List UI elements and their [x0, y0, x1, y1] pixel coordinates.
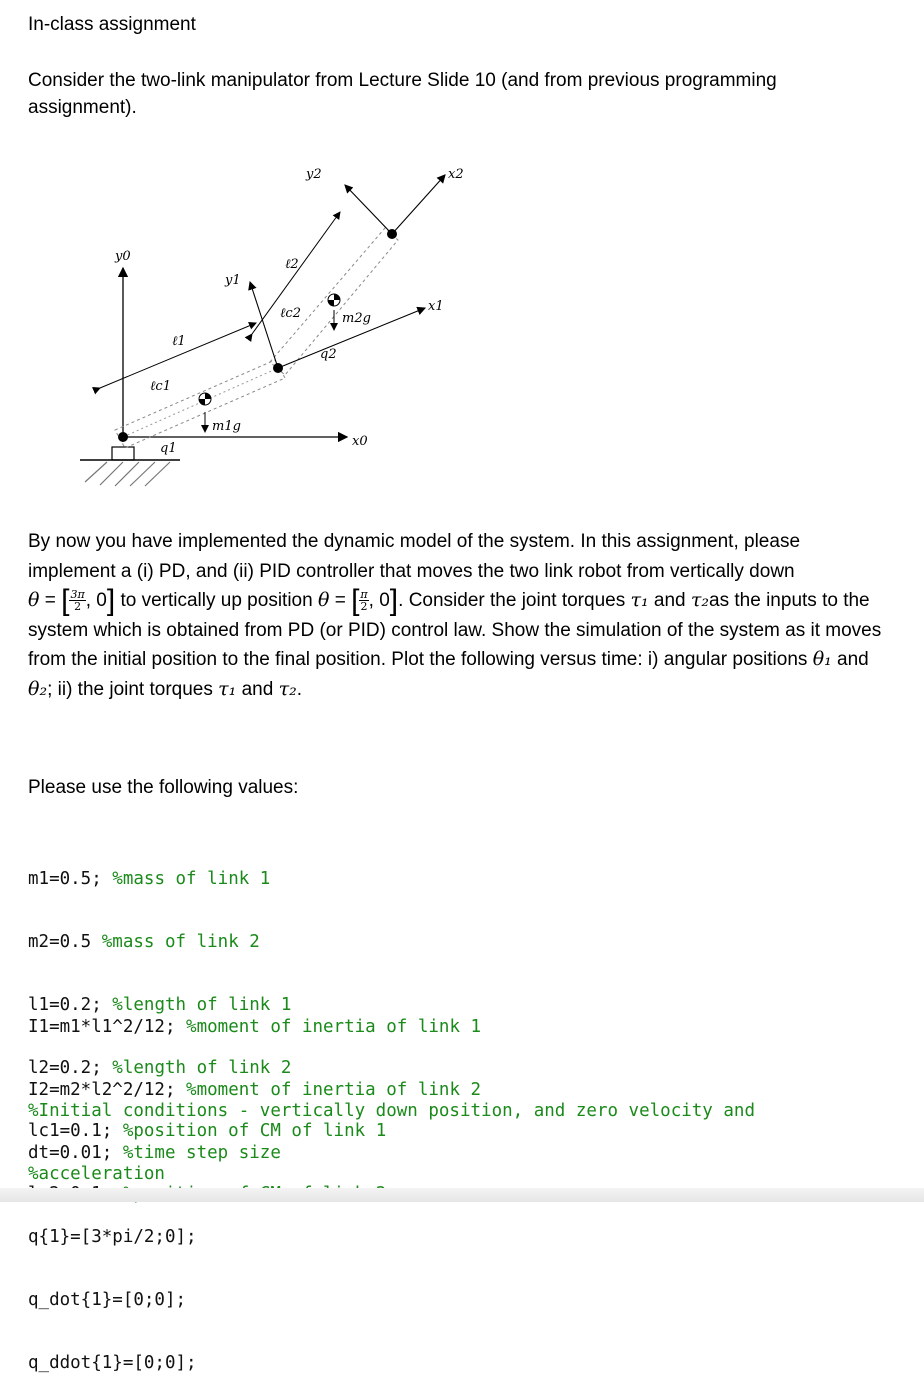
code-block-3: [28, 1059, 755, 1395]
theta-symbol-2: θ: [317, 589, 330, 611]
bottom-bar: [0, 1188, 924, 1202]
fraction-pi-2: $\frac{\pi}{2}$: [360, 588, 368, 614]
equals-sign: =: [44, 590, 56, 611]
label-m2g: m2g: [342, 311, 371, 326]
label-x2: x2: [448, 167, 464, 182]
two-link-manipulator-diagram: [70, 150, 510, 500]
label-q2: q2: [320, 347, 337, 362]
label-lc2: ℓc2: [280, 306, 301, 321]
code-line: lc1=0.1; %position of CM of link 1: [28, 1121, 387, 1141]
code-line: I2=m2*l2^2/12; %moment of inertia of link 2: [28, 1080, 482, 1100]
y2-axis: [345, 185, 392, 234]
and-1: and: [648, 590, 691, 611]
intro-text: Consider the two-link manipulator from Lecture Slide 10 (and from previous programming assignment).: [28, 70, 777, 118]
code-line: m2=0.5 %mass of link 2: [28, 932, 260, 952]
label-l2: ℓ2: [285, 257, 299, 272]
para-end: .: [296, 678, 302, 700]
label-y1: y1: [225, 273, 241, 288]
label-y0: y0: [115, 249, 131, 264]
label-lc1: ℓc1: [150, 379, 171, 394]
equals-sign-2: =: [334, 590, 346, 611]
and-3: and: [236, 678, 279, 700]
joint2: [273, 363, 283, 373]
zero-2: 0: [379, 590, 390, 611]
code-line: q{1}=[3*pi/2;0];: [28, 1227, 197, 1247]
label-x1: x1: [428, 299, 444, 314]
theta2-symbol: θ₂: [28, 677, 48, 700]
code-comment-line: %Initial conditions - vertically down position, and zero velocity and: [28, 1101, 755, 1121]
para-part4: as the inputs to the system which is obtained from PD (or PID) control law. Show the simulation of the system as it moves from the initial position to the final position. Plot the following versus time: i) angular positions: [28, 590, 882, 670]
theta1-symbol: θ₁: [812, 648, 832, 670]
para-part3: . Consider the joint torques: [398, 590, 631, 611]
values-heading: Please use the following values:: [28, 777, 299, 798]
para-part2: to vertically up position: [115, 590, 318, 611]
label-y2: y2: [306, 167, 322, 182]
label-q1: q1: [160, 441, 177, 456]
joint1: [118, 432, 128, 442]
code-line: I1=m1*l1^2/12; %moment of inertia of link 1: [28, 1017, 482, 1037]
label-x0: x0: [352, 434, 368, 449]
para-part5: ; ii) the joint torques: [47, 678, 219, 700]
code-line: q_ddot{1}=[0;0];: [28, 1353, 197, 1373]
theta-symbol: θ: [28, 589, 40, 611]
code-line: l2=0.2; %length of link 2: [28, 1058, 292, 1078]
para-part1: By now you have implemented the dynamic model of the system. In this assignment, please implement a (i) PD, and (ii) PID controller that moves the two link robot from vertically down: [28, 531, 801, 582]
assignment-paragraph: By now you have implemented the dynamic model of the system. In this assignment, please implement a (i) PD, and (ii) PID controller that moves the two link robot from vertically down θ = [ $\frac{3\pi}{2}$ , 0] to vertically up position θ = [ $\frac{\pi}{2}$ , 0]. Consider the joint torques τ₁ and τ₂as the inputs to the system which is obtained from PD (or PID) control law. Show the simulation of the system as it moves from the initial position to the final position. Plot the following versus time: i) angular positions θ₁ and θ₂; ii) the joint torques τ₁ and τ₂.: [28, 531, 882, 700]
code-comment-line: %acceleration: [28, 1164, 165, 1184]
x2-axis: [392, 175, 445, 234]
end-effector: [387, 229, 397, 239]
zero-1: 0: [96, 590, 107, 611]
code-line: q_dot{1}=[0;0];: [28, 1290, 187, 1310]
tau2-symbol: τ₂: [690, 589, 710, 611]
code-line: m1=0.5; %mass of link 1: [28, 869, 271, 889]
label-m1g: m1g: [212, 419, 241, 434]
label-l1: ℓ1: [172, 334, 186, 349]
and-2: and: [831, 649, 869, 670]
y1-axis: [250, 282, 278, 368]
page-heading: In-class assignment: [28, 14, 196, 35]
link1-outline: [115, 360, 285, 448]
code-line: dt=0.01; %time step size: [28, 1143, 281, 1163]
fraction-3pi-2: $\frac{3\pi}{2}$: [70, 588, 85, 614]
tau1-symbol-2: τ₁: [218, 677, 237, 700]
tau1-symbol: τ₁: [630, 589, 649, 611]
tau2-symbol-2: τ₂: [278, 677, 297, 700]
code-line: l1=0.2; %length of link 1: [28, 995, 292, 1015]
